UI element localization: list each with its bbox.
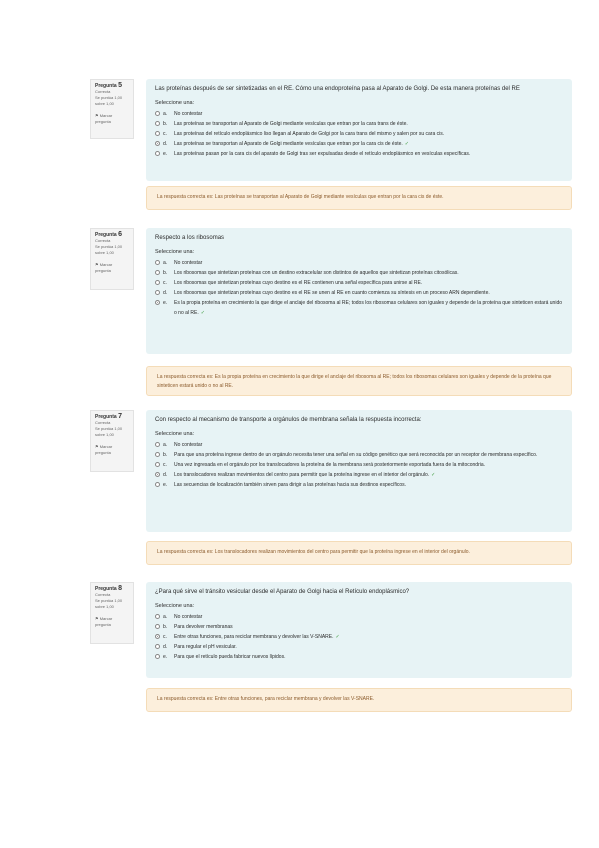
question-status: Correcta xyxy=(95,420,111,425)
correct-answer-feedback: La respuesta correcta es: Los translocadores realizan movimientos del centro para permitir que la proteína ingrese en el interior del orgánulo. xyxy=(146,541,572,565)
radio-button-selected[interactable] xyxy=(155,300,160,305)
answer-option-c[interactable]: c. Las proteínas del retículo endoplásmico liso llegan al Aparato de Golgi por la cara trans del mismo y salen por su cara cis. xyxy=(155,129,563,139)
answer-option-a[interactable]: a. No contestar xyxy=(155,258,563,268)
question-status: Correcta xyxy=(95,89,111,94)
question-info xyxy=(90,582,134,644)
correct-answer-feedback: La respuesta correcta es: Las proteínas se transportan al Aparato de Golgi mediante vesículas que entran por la cara cis de éste. xyxy=(146,186,572,210)
question-number: Pregunta 5 xyxy=(95,82,122,89)
select-label: Seleccione una: xyxy=(155,431,195,437)
select-label: Seleccione una: xyxy=(155,249,195,255)
select-label: Seleccione una: xyxy=(155,100,195,106)
question-content xyxy=(146,79,572,181)
question-number: Pregunta 6 xyxy=(95,231,122,238)
answer-option-d[interactable]: d. Los translocadores realizan movimientos del centro para permitir que la proteína ingrese en el interior del orgánulo. ✓ xyxy=(155,470,563,480)
radio-button[interactable] xyxy=(155,260,160,265)
answer-option-b[interactable]: b. Los ribosomas que sintetizan proteínas con un destino extracelular son distintos de aquellos que sintetizan proteínas citosólicas. xyxy=(155,268,563,278)
question-score: Se puntúa 1,00 sobre 1,00 xyxy=(95,426,123,437)
answer-option-b[interactable]: b. Las proteínas se transportan al Aparato de Golgi mediante vesículas que entran por la cara trans de éste. xyxy=(155,119,563,129)
question-score: Se puntúa 1,00 sobre 1,00 xyxy=(95,244,123,255)
question-info xyxy=(90,410,134,472)
radio-button[interactable] xyxy=(155,624,160,629)
answer-option-e[interactable]: e. Las proteínas pasan por la cara cis del aparato de Golgi tras ser expulsadas desde el retículo endoplásmico en vesículas específicas. xyxy=(155,149,563,159)
question-status: Correcta xyxy=(95,592,111,597)
radio-button[interactable] xyxy=(155,452,160,457)
radio-button[interactable] xyxy=(155,290,160,295)
radio-button[interactable] xyxy=(155,270,160,275)
answer-option-e[interactable]: e. Es la propia proteína en crecimiento la que dirige el anclaje del ribosoma al RE; todos los ribosomas celulares son iguales y depende de la proteína que sinteticen estará unido o no al RE. ✓ xyxy=(155,298,563,318)
answer-option-c[interactable]: c. Los ribosomas que sintetizan proteínas cuyo destino es el RE contienen una señal específica para unirse al RE. xyxy=(155,278,563,288)
answer-option-c[interactable]: c. Una vez ingresada en el orgánulo por los translocadores la proteína de la membrana será posteriormente exportada fuera de la mitocondria. xyxy=(155,460,563,470)
correct-answer-feedback: La respuesta correcta es: Entre otras funciones, para reciclar membrana y devolver las V-SNARE. xyxy=(146,688,572,712)
select-label: Seleccione una: xyxy=(155,603,195,609)
question-prompt: ¿Para qué sirve el tránsito vesicular desde el Aparato de Golgi hacia el Retículo endoplásmico? xyxy=(155,589,410,595)
check-icon: ✓ xyxy=(200,310,205,316)
flag-question-link[interactable]: ⚑ Marcar pregunta xyxy=(95,616,113,627)
question-info xyxy=(90,79,134,139)
correct-answer-feedback: La respuesta correcta es: Es la propia proteína en crecimiento la que dirige el anclaje del ribosoma al RE; todos los ribosomas celulares son iguales y depende de la proteína que sinteticen estará unido o no al RE. xyxy=(146,366,572,396)
question-prompt: Con respecto al mecanismo de transporte a orgánulos de membrana señala la respuesta incorrecta: xyxy=(155,417,422,423)
question-score: Se puntúa 1,00 sobre 1,00 xyxy=(95,95,123,106)
radio-button-selected[interactable] xyxy=(155,472,160,477)
answer-option-b[interactable]: b. Para devolver membranas xyxy=(155,622,563,632)
answer-option-a[interactable]: a. No contestar xyxy=(155,440,563,450)
radio-button[interactable] xyxy=(155,654,160,659)
question-info xyxy=(90,228,134,290)
radio-button[interactable] xyxy=(155,131,160,136)
answer-option-b[interactable]: b. Para que una proteína ingrese dentro de un orgánulo necesita tener una señal en su código genético que será reconocida por un receptor de membrana específico. xyxy=(155,450,563,460)
question-content xyxy=(146,410,572,532)
answer-option-a[interactable]: a. No contestar xyxy=(155,109,563,119)
radio-button[interactable] xyxy=(155,644,160,649)
check-icon: ✓ xyxy=(404,141,409,147)
answer-option-d[interactable]: d. Los ribosomas que sintetizan proteínas cuyo destino es el RE se unen al RE en cuanto comienza su síntesis en un proceso ARN dependiente. xyxy=(155,288,563,298)
radio-button[interactable] xyxy=(155,121,160,126)
radio-button[interactable] xyxy=(155,614,160,619)
radio-button[interactable] xyxy=(155,462,160,467)
flag-question-link[interactable]: ⚑ Marcar pregunta xyxy=(95,444,113,455)
check-icon: ✓ xyxy=(431,472,436,478)
radio-button[interactable] xyxy=(155,442,160,447)
question-prompt: Respecto a los ribosomas xyxy=(155,235,225,241)
question-content xyxy=(146,228,572,354)
answer-option-a[interactable]: a. No contestar xyxy=(155,612,563,622)
question-score: Se puntúa 1,00 sobre 1,00 xyxy=(95,598,123,609)
radio-button[interactable] xyxy=(155,111,160,116)
question-status: Correcta xyxy=(95,238,111,243)
radio-button-selected[interactable] xyxy=(155,141,160,146)
radio-button[interactable] xyxy=(155,280,160,285)
answer-option-c[interactable]: c. Entre otras funciones, para reciclar membrana y devolver las V-SNARE. ✓ xyxy=(155,632,563,642)
radio-button[interactable] xyxy=(155,151,160,156)
answer-option-d[interactable]: d. Las proteínas se transportan al Aparato de Golgi mediante vesículas que entran por la cara cis de éste. ✓ xyxy=(155,139,563,149)
question-number: Pregunta 7 xyxy=(95,413,122,420)
check-icon: ✓ xyxy=(335,634,340,640)
question-number: Pregunta 8 xyxy=(95,585,122,592)
flag-question-link[interactable]: ⚑ Marcar pregunta xyxy=(95,262,113,273)
question-prompt: Las proteínas después de ser sintetizadas en el RE. Cómo una endoproteína pasa al Aparato de Golgi. De esta manera proteínas del RE xyxy=(155,86,520,92)
answer-option-d[interactable]: d. Para regular el pH vesicular. xyxy=(155,642,563,652)
flag-question-link[interactable]: ⚑ Marcar pregunta xyxy=(95,113,113,124)
radio-button[interactable] xyxy=(155,482,160,487)
answer-option-e[interactable]: e. Las secuencias de localización también sirven para dirigir a las proteínas hacia sus destinos específicos. xyxy=(155,480,563,490)
radio-button-selected[interactable] xyxy=(155,634,160,639)
question-content xyxy=(146,582,572,678)
answer-option-e[interactable]: e. Para que el retículo pueda fabricar nuevos lípidos. xyxy=(155,652,563,662)
